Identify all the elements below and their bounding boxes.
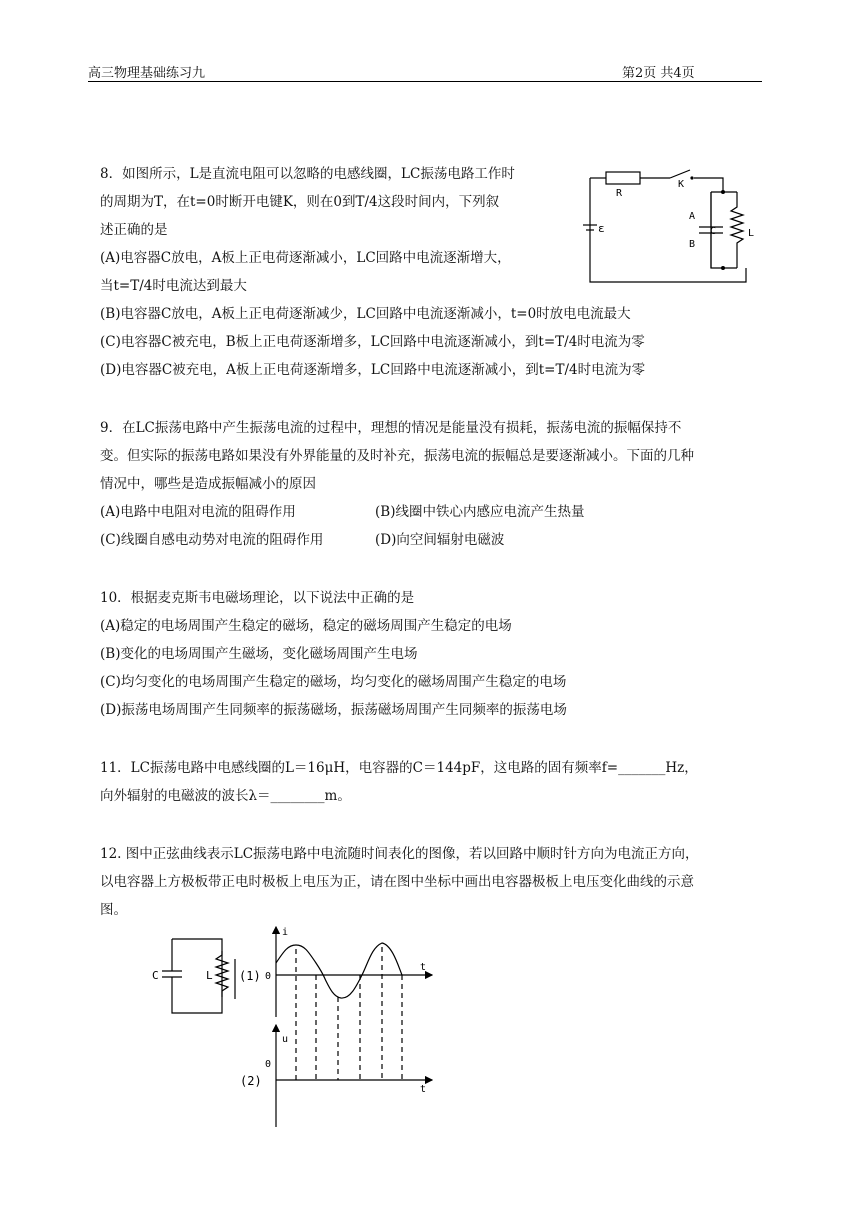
q10-stem: 10．根据麦克斯韦电磁场理论，以下说法中正确的是 — [100, 590, 415, 606]
q12-axis-t2-label: t — [420, 1084, 427, 1095]
q8-line: 的周期为T，在t=0时断开电键K，则在0到T/4这段时间内，下列叙 — [100, 194, 500, 210]
header-page-number: 第2页 共4页 — [622, 66, 695, 81]
q8-label-b: B — [689, 239, 696, 250]
q12-label-l: L — [206, 969, 213, 982]
q12-line: 12. 图中正弦曲线表示LC振荡电路中电流随时间表化的图像，若以回路中顺时针方向为电流正方向， — [100, 846, 699, 862]
q8-line: 8．如图所示，L是直流电阻可以忽略的电感线圈，LC振荡电路工作时 — [100, 166, 515, 182]
q8-label-r: R — [616, 188, 623, 199]
q10-option-c: (C)均匀变化的电场周围产生稳定的磁场，均匀变化的磁场周围产生稳定的电场 — [100, 674, 567, 690]
q12-line: 以电容器上方极板带正电时极板上电压为正，请在图中坐标中画出电容器极板上电压变化曲线的示意 — [100, 874, 694, 890]
q8-label-l: L — [748, 228, 755, 239]
q8-line: 述正确的是 — [100, 222, 168, 238]
q8-label-e: ε — [598, 222, 605, 235]
q10-option-b: (B)变化的电场周围产生磁场，变化磁场周围产生电场 — [100, 646, 418, 662]
q8-lc-circuit-diagram — [578, 160, 768, 290]
q9-option-a: (A)电路中电阻对电流的阻碍作用 — [100, 504, 296, 520]
q11-line: 11．LC振荡电路中电感线圈的L＝16μH，电容器的C＝144pF，这电路的固有频率f=_______Hz， — [100, 760, 698, 776]
q8-label-c: C — [710, 226, 717, 237]
q9-line: 9．在LC振荡电路中产生振荡电流的过程中，理想的情况是能量没有损耗，振荡电流的振幅保持不 — [100, 420, 682, 436]
q12-figure — [140, 925, 440, 1130]
q9-line: 变。但实际的振荡电路如果没有外界能量的及时补充，振荡电流的振幅总是要逐渐减小。下面的几种 — [100, 448, 694, 464]
q8-option-d: (D)电容器C被充电，A板上正电荷逐渐增多，LC回路中电流逐渐减小，到t=T/4时电流为零 — [100, 362, 646, 378]
q12-origin-1-label: 0 — [265, 971, 272, 982]
q8-option-b: (B)电容器C放电，A板上正电荷逐渐减少，LC回路中电流逐渐减小，t=0时放电电流最大 — [100, 306, 631, 322]
q8-label-a: A — [689, 211, 696, 222]
q12-axis-i-label: i — [282, 927, 289, 938]
q9-option-b: (B)线圈中铁心内感应电流产生热量 — [375, 504, 585, 520]
q9-option-d: (D)向空间辐射电磁波 — [375, 532, 505, 548]
q12-origin-2-label: 0 — [265, 1059, 272, 1070]
q11-line: 向外辐射的电磁波的波长λ＝________m。 — [100, 788, 351, 804]
q12-axis-u-label: u — [282, 1034, 289, 1045]
q9-option-c: (C)线圈自感电动势对电流的阻碍作用 — [100, 532, 324, 548]
header-title: 高三物理基础练习九 — [88, 66, 206, 81]
q9-line: 情况中，哪些是造成振幅减小的原因 — [100, 476, 316, 492]
q12-graph-1-label: (1) — [239, 969, 261, 983]
q8-option-a-cont: 当t=T/4时电流达到最大 — [100, 278, 247, 294]
q10-option-a: (A)稳定的电场周围产生稳定的磁场，稳定的磁场周围产生稳定的电场 — [100, 618, 512, 634]
q8-label-k: K — [678, 179, 685, 190]
q8-option-c: (C)电容器C被充电，B板上正电荷逐渐增多，LC回路中电流逐渐减小，到t=T/4时电流为零 — [100, 334, 645, 350]
q8-option-a: (A)电容器C放电，A板上正电荷逐渐减小，LC回路中电流逐渐增大， — [100, 250, 511, 266]
header-rule — [88, 81, 762, 82]
q12-label-c: C — [152, 969, 159, 982]
q12-line: 图。 — [100, 902, 127, 918]
q12-axis-t1-label: t — [420, 962, 427, 973]
q12-graph-2-label: (2) — [240, 1074, 262, 1088]
q10-option-d: (D)振荡电场周围产生同频率的振荡磁场，振荡磁场周围产生同频率的振荡电场 — [100, 702, 567, 718]
